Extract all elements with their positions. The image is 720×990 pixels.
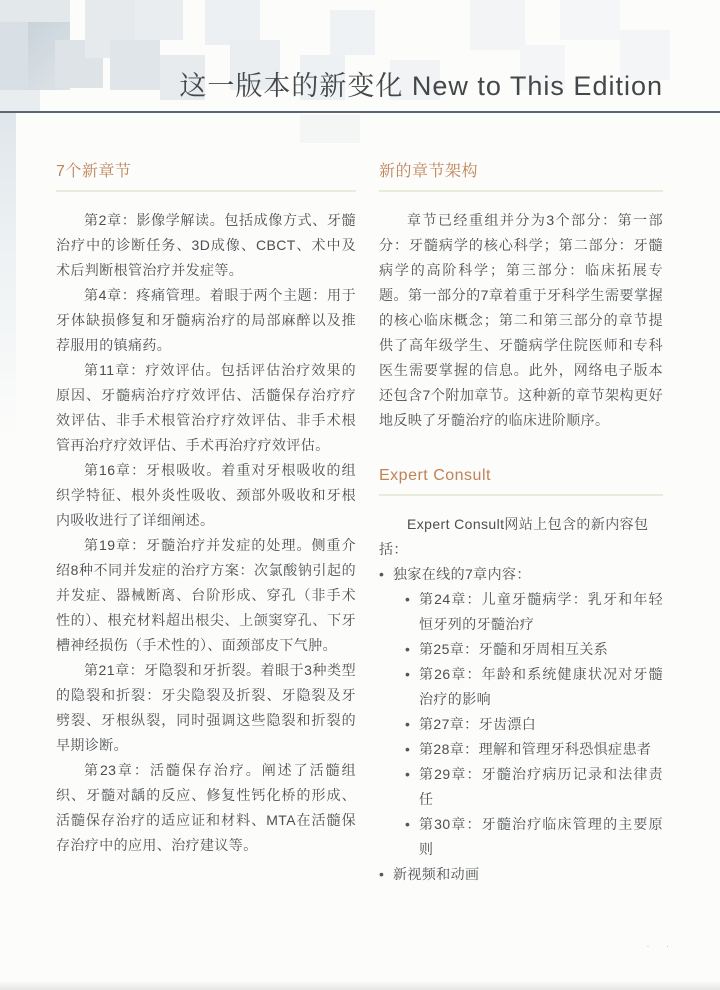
- list-item-chapter-29: [405, 762, 663, 812]
- page-edge-shadow: [0, 112, 16, 442]
- bullet-icon: •: [405, 741, 411, 757]
- mosaic-tile: [330, 10, 375, 55]
- mosaic-tile: [0, 90, 40, 112]
- page-bottom-edge: [0, 981, 720, 990]
- bullet-icon: •: [405, 766, 411, 782]
- bullet-icon: •: [379, 866, 385, 882]
- section-heading-new-chapters: 7个新章节: [56, 158, 356, 192]
- list-item-label: 第27章：牙齿漂白: [419, 716, 537, 732]
- page-title: 这一版本的新变化 New to This Edition: [179, 71, 663, 101]
- right-column: [379, 158, 663, 887]
- mosaic-tile: [0, 22, 30, 92]
- paragraph-chapter-16: 第16章：牙根吸收。着重对牙根吸收的组织学特征、根外炎性吸收、颈部外吸收和牙根内吸收进行了详细阐述。: [56, 462, 356, 528]
- mosaic-tile: [135, 0, 183, 40]
- section-heading-expert-consult: Expert Consult: [379, 467, 663, 496]
- list-item-label: 第28章：理解和管理牙科恐惧症患者: [419, 741, 652, 757]
- list-item-chapter-30: [405, 812, 663, 862]
- bullet-icon: •: [405, 666, 411, 682]
- mosaic-tile: [205, 0, 260, 45]
- title-divider: [0, 111, 720, 113]
- section-heading-structure: 新的章节架构: [379, 158, 663, 192]
- list-item-label: 第24章：儿童牙髓病学：乳牙和年轻恒牙列的牙髓治疗: [419, 591, 663, 632]
- mosaic-tile: [300, 115, 360, 143]
- list-item-chapter-28: [405, 737, 663, 762]
- list-item-label: 独家在线的7章内容：: [393, 566, 531, 582]
- bullet-icon: •: [405, 591, 411, 607]
- paragraph-structure: 章节已经重组并分为3个部分：第一部分：牙髓病学的核心科学；第二部分：牙髓病学的高阶科学；第三部分：临床拓展专题。第一部分的7章着重于牙科学生需要掌握的核心临床概念；第二和第三部分的章节提供了高年级学生、牙髓病学住院医师和专科医生需要掌握的信息。此外，网络电子版本还包含7个附加章节。这种新的章节架构更好地反映了牙髓治疗的临床进阶顺序。: [379, 212, 663, 428]
- mosaic-tile: [470, 0, 525, 50]
- paragraph-chapter-11: 第11章：疗效评估。包括评估治疗效果的原因、牙髓病治疗疗效评估、活髓保存治疗疗效评估、非手术根管治疗疗效评估、非手术根管再治疗疗效评估、手术再治疗疗效评估。: [56, 362, 356, 453]
- list-item-chapter-25: [405, 637, 663, 662]
- bullet-icon: •: [379, 566, 385, 582]
- paragraph-chapter-19: 第19章：牙髓治疗并发症的处理。侧重介绍8种不同并发症的治疗方案：次氯酸钠引起的并发症、器械断离、台阶形成、穿孔（非手术性的）、根充材料超出根尖、上颌窦穿孔、下牙槽神经损伤（手术性的）、面颈部皮下气肿。: [56, 537, 356, 653]
- list-item-new-videos: [379, 862, 663, 887]
- list-item-chapter-26: [405, 662, 663, 712]
- paragraph-chapter-21: 第21章：牙隐裂和牙折裂。着眼于3种类型的隐裂和折裂：牙尖隐裂及折裂、牙隐裂及牙劈裂、牙根纵裂，同时强调这些隐裂和折裂的早期诊断。: [56, 662, 356, 753]
- left-column: [56, 158, 356, 858]
- paragraph-chapter-23: 第23章：活髓保存治疗。阐述了活髓组织、牙髓对龋的反应、修复性钙化桥的形成、活髓保存治疗的适应证和材料、MTA在活髓保存治疗中的应用、治疗建议等。: [56, 762, 356, 853]
- paragraph-chapter-4: 第4章：疼痛管理。着眼于两个主题：用于牙体缺损修复和牙髓病治疗的局部麻醉以及推荐服用的镇痛药。: [56, 287, 356, 353]
- expert-consult-intro: Expert Consult网站上包含的新内容包括：: [379, 516, 649, 557]
- mosaic-tile: [560, 0, 620, 40]
- expert-consult-list: [379, 562, 663, 587]
- list-item-label: 第30章：牙髓治疗临床管理的主要原则: [419, 816, 663, 857]
- bullet-icon: •: [405, 716, 411, 732]
- list-item-online-chapters: [379, 562, 663, 587]
- bullet-icon: •: [405, 816, 411, 832]
- videos-list: [379, 862, 663, 887]
- bullet-icon: •: [405, 641, 411, 657]
- online-chapters-sublist: [405, 587, 663, 862]
- list-item-label: 第29章：牙髓治疗病历记录和法律责任: [419, 766, 663, 807]
- list-item-label: 第26章：年龄和系统健康状况对牙髓治疗的影响: [419, 666, 663, 707]
- expert-consult-section: [379, 467, 663, 887]
- list-item-chapter-27: [405, 712, 663, 737]
- list-item-label: 第25章：牙髓和牙周相互关系: [419, 641, 609, 657]
- list-item-label: 新视频和动画: [393, 866, 480, 882]
- list-item-chapter-24: [405, 587, 663, 637]
- page-marker: · ·: [646, 941, 676, 951]
- mosaic-tile: [110, 40, 160, 90]
- paragraph-chapter-2: 第2章：影像学解读。包括成像方式、牙髓治疗中的诊断任务、3D成像、CBCT、术中及术后判断根管治疗并发症等。: [56, 212, 356, 278]
